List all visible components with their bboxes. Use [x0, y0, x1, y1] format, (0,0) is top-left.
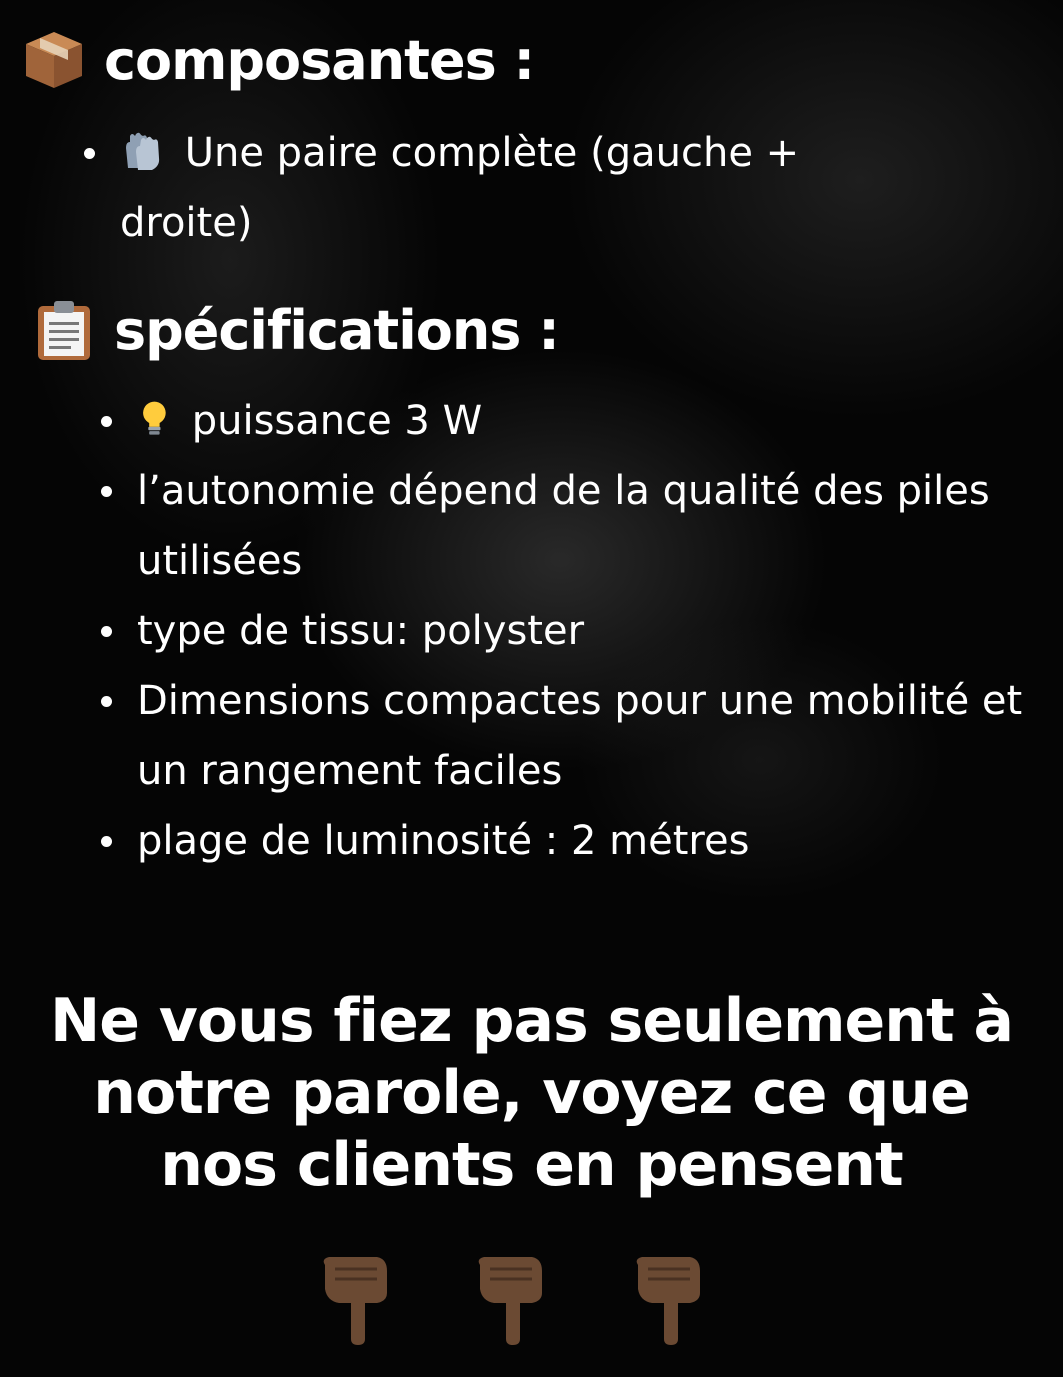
light-bulb-icon [137, 396, 177, 442]
clipboard-icon [32, 298, 96, 362]
list-item [101, 456, 1051, 596]
composantes-heading [22, 28, 534, 92]
gloves-icon [120, 128, 166, 174]
specifications-list [101, 386, 1051, 876]
testimonial-call-to-action: Ne vous fiez pas seulement à notre parole, voyez ce que nos clients en pensent [49, 986, 1014, 1200]
list-item [84, 118, 864, 258]
specifications-title: spécifications : [114, 298, 559, 362]
list-item [101, 666, 1051, 806]
spec-item-text: Dimensions compactes pour une mobilité et un rangement faciles [137, 678, 1023, 794]
list-item [101, 806, 1051, 876]
package-icon [22, 28, 86, 92]
composantes-list [84, 118, 864, 258]
composantes-item-text: Une paire complète (gauche + droite) [120, 130, 800, 246]
pointing-down-hand-icon [315, 1255, 395, 1345]
spec-item-text: plage de luminosité : 2 métres [137, 818, 750, 864]
specifications-heading [32, 298, 559, 362]
spec-item-text: l’autonomie dépend de la qualité des piles utilisées [137, 468, 990, 584]
list-item [101, 596, 1051, 666]
pointing-down-hand-icon [470, 1255, 550, 1345]
composantes-title: composantes : [104, 28, 535, 92]
spec-item-text: puissance 3 W [191, 398, 483, 444]
spec-item-text: type de tissu: polyster [137, 608, 585, 654]
pointing-down-hand-icon [628, 1255, 708, 1345]
list-item [101, 386, 1051, 456]
